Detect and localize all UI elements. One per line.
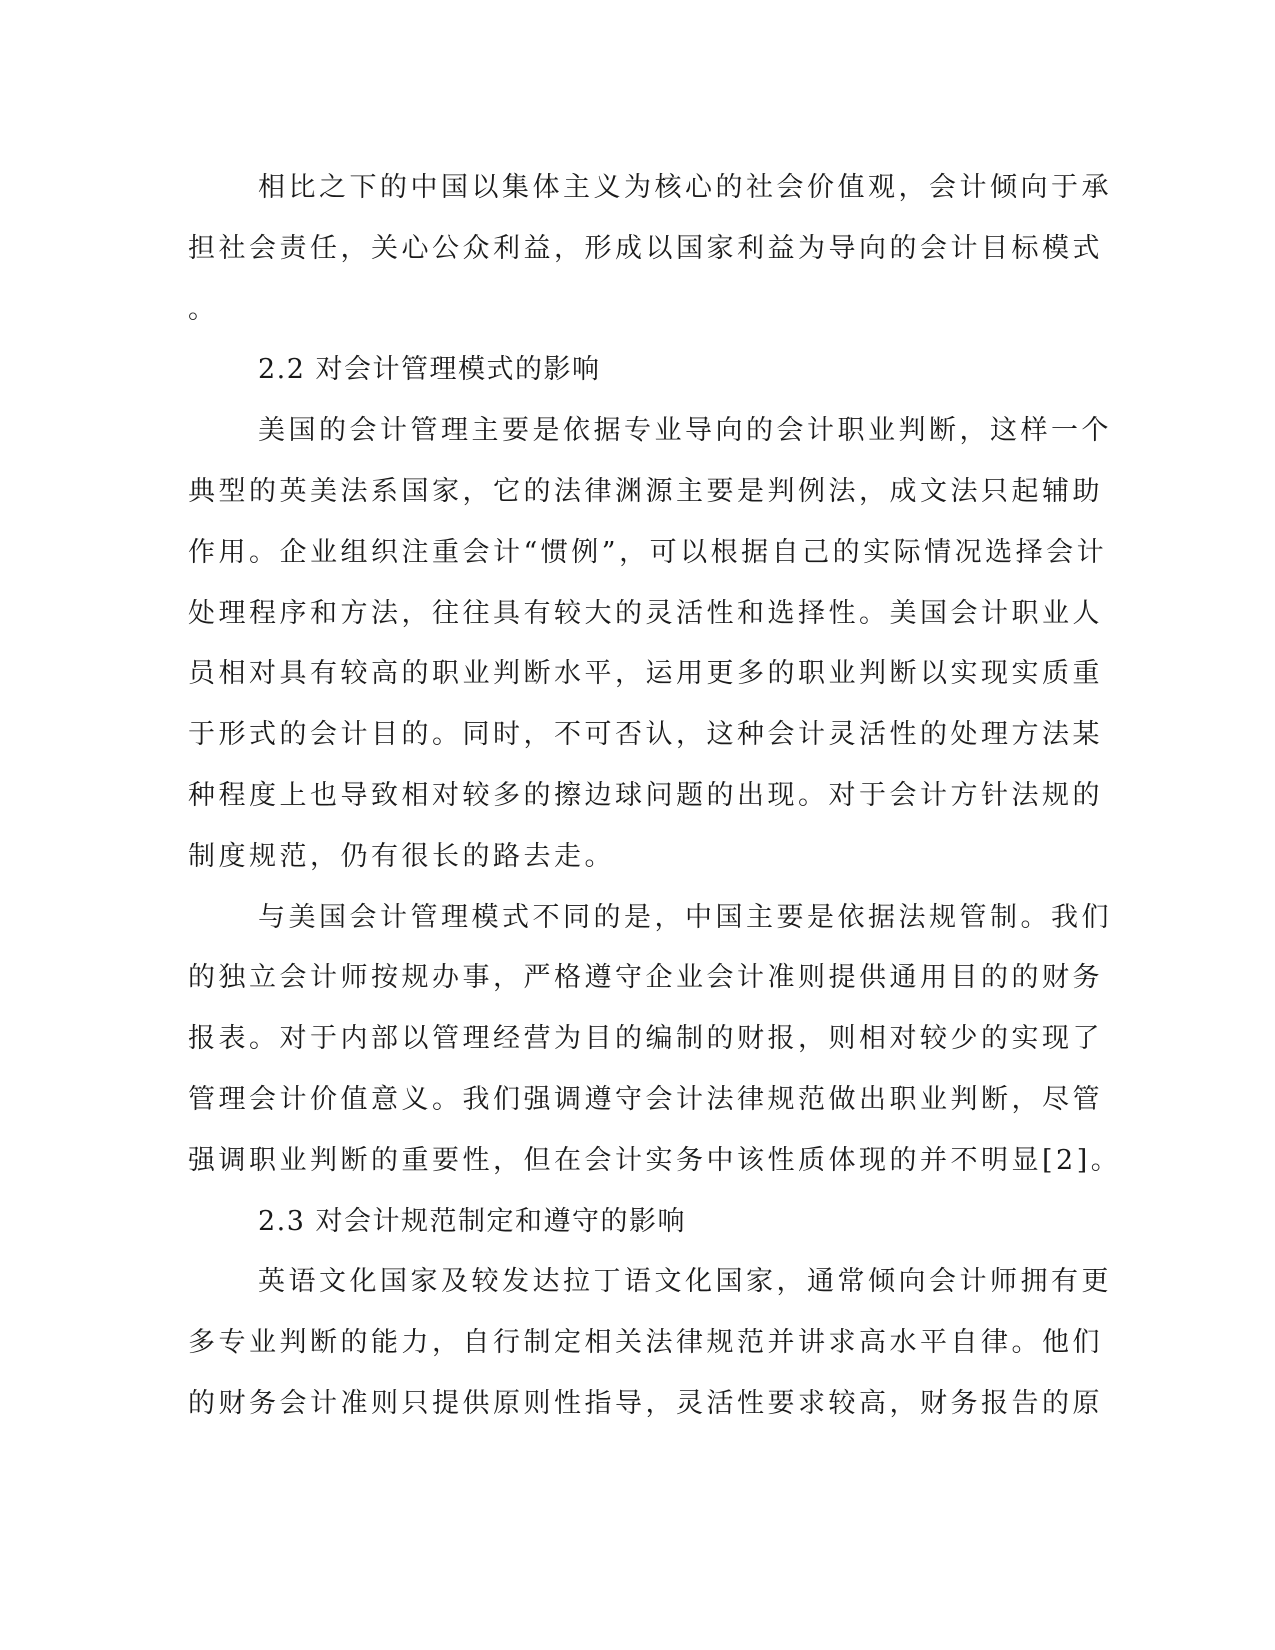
text-line: 典型的英美法系国家，它的法律渊源主要是判例法，成文法只起辅助 — [188, 475, 1103, 507]
text-line: 。 — [188, 293, 219, 325]
section-heading-2-2 — [188, 340, 1068, 401]
paragraph-english-latin — [188, 1252, 1112, 1434]
document-body — [188, 158, 1122, 1435]
text-line: 的财务会计准则只提供原则性指导，灵活性要求较高，财务报告的原 — [188, 1387, 1103, 1419]
paragraph-china-values — [188, 158, 1112, 340]
text-line: 美国的会计管理主要是依据专业导向的会计职业判断，这样一个 — [258, 415, 1112, 447]
paragraph-china-management — [188, 888, 1122, 1192]
text-line: 强调职业判断的重要性，但在会计实务中该性质体现的并不明显[2]。 — [188, 1144, 1122, 1176]
text-line: 于形式的会计目的。同时，不可否认，这种会计灵活性的处理方法某 — [188, 719, 1103, 751]
text-line: 担社会责任，关心公众利益，形成以国家利益为导向的会计目标模式 — [188, 232, 1103, 264]
paragraph-us-management — [188, 401, 1112, 887]
text-line: 报表。对于内部以管理经营为目的编制的财报，则相对较少的实现了 — [188, 1023, 1103, 1055]
text-line: 作用。企业组织注重会计“惯例”，可以根据自己的实际情况选择会计 — [188, 536, 1108, 568]
text-line: 相比之下的中国以集体主义为核心的社会价值观，会计倾向于承 — [258, 172, 1112, 203]
heading-text: 2.3 对会计规范制定和遵守的影响 — [258, 1205, 687, 1237]
text-line: 英语文化国家及较发达拉丁语文化国家，通常倾向会计师拥有更 — [258, 1266, 1112, 1298]
text-line: 种程度上也导致相对较多的擦边球问题的出现。对于会计方针法规的 — [188, 779, 1103, 811]
text-line: 的独立会计师按规办事，严格遵守企业会计准则提供通用目的的财务 — [188, 962, 1103, 994]
text-line: 管理会计价值意义。我们强调遵守会计法律规范做出职业判断，尽管 — [188, 1083, 1103, 1115]
text-line: 与美国会计管理模式不同的是，中国主要是依据法规管制。我们 — [258, 901, 1112, 933]
text-line: 制度规范，仍有很长的路去走。 — [188, 840, 615, 872]
text-line: 员相对具有较高的职业判断水平，运用更多的职业判断以实现实质重 — [188, 658, 1103, 690]
section-heading-2-3 — [188, 1192, 1068, 1253]
text-line: 多专业判断的能力，自行制定相关法律规范并讲求高水平自律。他们 — [188, 1327, 1103, 1359]
heading-text: 2.2 对会计管理模式的影响 — [258, 354, 601, 386]
text-line: 处理程序和方法，往往具有较大的灵活性和选择性。美国会计职业人 — [188, 597, 1103, 629]
